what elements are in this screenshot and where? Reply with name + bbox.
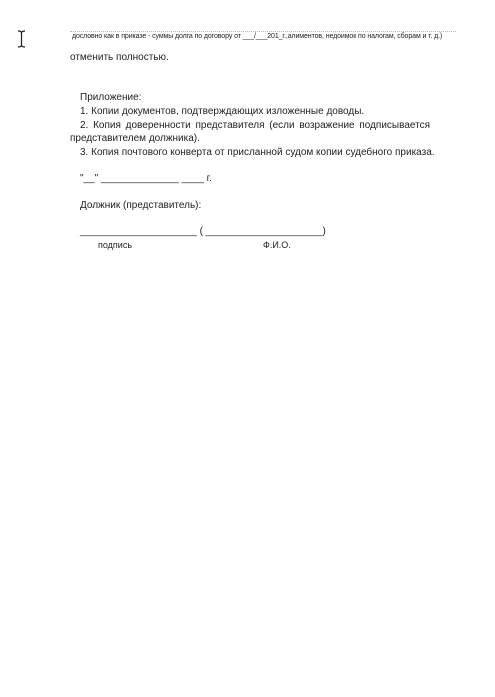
date-line: "__" ______________ ____ г. [80, 173, 212, 184]
cancel-statement: отменить полностью. [70, 52, 169, 63]
item-2-word: (если [269, 120, 295, 131]
item-2-word: представителя [195, 120, 265, 131]
item-2-word: подписывается [359, 120, 430, 131]
name-caption: Ф.И.О. [263, 240, 291, 250]
signature-line: _____________________ ( _____________________) [80, 226, 326, 237]
item-2-word: Копия [93, 120, 121, 131]
appendix-item-2 [80, 119, 430, 132]
item-2-word: возражение [299, 120, 355, 131]
appendix-item-2-continuation: представителем должника). [70, 133, 200, 144]
signature-caption: подпись [98, 240, 133, 250]
appendix-title: Приложение: [80, 92, 142, 103]
item-2-word: доверенности [125, 120, 191, 131]
text-cursor-icon [17, 30, 26, 48]
appendix-item-1: 1. Копии документов, подтверждающих изложенные доводы. [80, 106, 365, 117]
previous-page-fragment: дословно как в приказе - суммы долга по договору от ___/___201_г.,алиментов, недоимок по налогам, сборам и т. д.) [72, 33, 443, 40]
debtor-label: Должник (представитель): [80, 200, 202, 211]
item-2-word: 2. [80, 120, 89, 131]
appendix-item-3: 3. Копия почтового конверта от присланной судом копии судебного приказа. [80, 147, 435, 158]
